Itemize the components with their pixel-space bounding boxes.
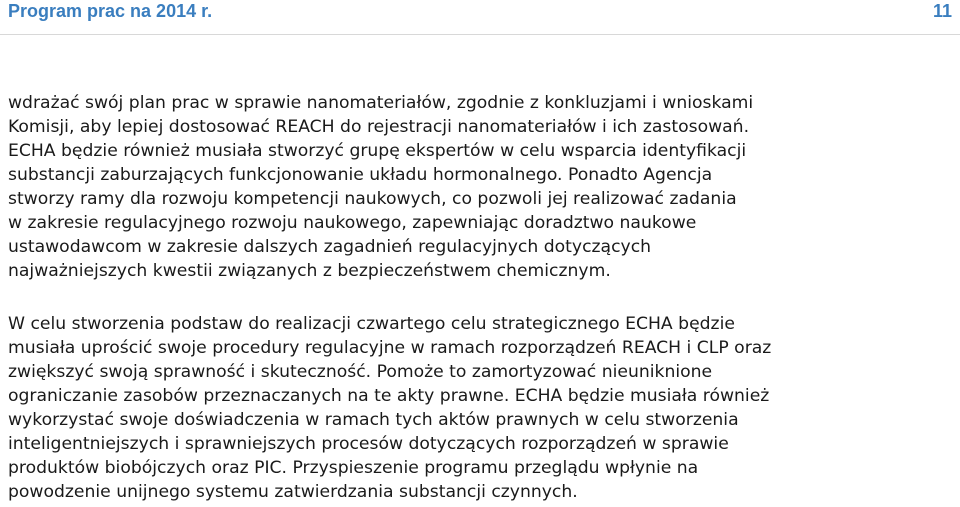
text-line: zwiększyć swoją sprawność i skuteczność. Pomoże to zamortyzować nieuniknione: [8, 362, 713, 382]
text-line: ECHA będzie również musiała stworzyć grupę ekspertów w celu wsparcia identyfikacji: [8, 141, 747, 161]
text-line: produktów biobójczych oraz PIC. Przyspieszenie programu przeglądu wpłynie na: [8, 458, 699, 478]
paragraph-strategic-goal: [8, 312, 950, 504]
text-line: wdrażać swój plan prac w sprawie nanomateriałów, zgodnie z konkluzjami i wnioskami: [8, 93, 754, 113]
header-divider: [0, 34, 960, 35]
text-line: najważniejszych kwestii związanych z bezpieczeństwem chemicznym.: [8, 261, 611, 281]
text-line: Komisji, aby lepiej dostosować REACH do rejestracji nanomateriałów i ich zastosowań.: [8, 117, 750, 137]
text-line: w zakresie regulacyjnego rozwoju naukowego, zapewniając doradztwo naukowe: [8, 213, 697, 233]
paragraph-nanomaterials: [8, 91, 950, 283]
text-line: ustawodawcom w zakresie dalszych zagadnień regulacyjnych dotyczących: [8, 237, 652, 257]
text-line: W celu stworzenia podstaw do realizacji czwartego celu strategicznego ECHA będzie: [8, 314, 735, 334]
text-line: substancji zaburzających funkcjonowanie układu hormonalnego. Ponadto Agencja: [8, 165, 713, 185]
text-line: inteligentniejszych i sprawniejszych procesów dotyczących rozporządzeń w sprawie: [8, 434, 729, 454]
text-line: musiała uprościć swoje procedury regulacyjne w ramach rozporządzeń REACH i CLP oraz: [8, 338, 772, 358]
text-line: powodzenie unijnego systemu zatwierdzania substancji czynnych.: [8, 482, 578, 502]
text-line: stworzy ramy dla rozwoju kompetencji naukowych, co pozwoli jej realizować zadania: [8, 189, 737, 209]
text-line: wykorzystać swoje doświadczenia w ramach tych aktów prawnych w celu stworzenia: [8, 410, 739, 430]
page-header: [8, 1, 952, 27]
page-number: 11: [932, 1, 952, 21]
text-line: ograniczanie zasobów przeznaczanych na te akty prawne. ECHA będzie musiała również: [8, 386, 770, 406]
document-title: Program prac na 2014 r.: [8, 1, 213, 21]
